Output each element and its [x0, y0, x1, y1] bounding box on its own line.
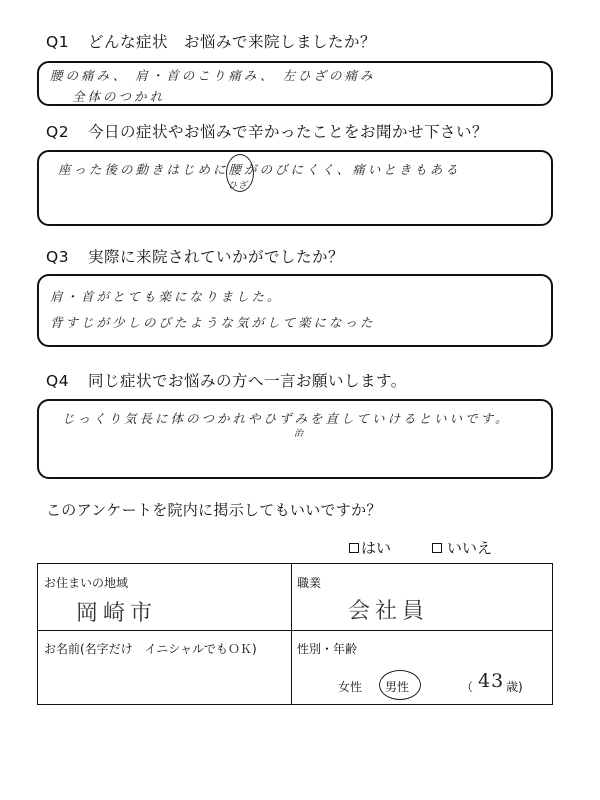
- answer-3-line-1: 肩・首がとても楽になりました。: [50, 289, 283, 304]
- answer-box-3[interactable]: [37, 274, 553, 347]
- answer-1-line-2: 全体のつかれ: [72, 89, 166, 104]
- job-label: 職業: [297, 576, 322, 590]
- age-value[interactable]: 43: [478, 670, 505, 692]
- male-circle-mark: [379, 670, 421, 700]
- question-number: Q2: [46, 123, 70, 141]
- question-number: Q1: [46, 33, 70, 51]
- consent-no-option[interactable]: [432, 537, 492, 558]
- consent-no-label: いいえ: [447, 539, 493, 557]
- female-option[interactable]: 女性: [338, 680, 363, 694]
- question-4: [46, 369, 407, 391]
- answer-4-line-1: じっくり気長に体のつかれやひずみを直していけるといいです。: [62, 411, 511, 426]
- checkbox-icon[interactable]: [349, 543, 359, 553]
- grid-divider: [38, 630, 552, 631]
- answer-2-note: ひざ: [228, 181, 249, 191]
- checkbox-icon[interactable]: [432, 543, 442, 553]
- question-text: 今日の症状やお悩みで辛かったことをお聞かせ下さい？: [88, 123, 489, 141]
- age-unit: 歳): [506, 680, 523, 694]
- answer-4-note: 治: [294, 429, 305, 439]
- question-2: [46, 120, 488, 142]
- address-value[interactable]: 岡崎市: [76, 601, 158, 626]
- question-number: Q3: [46, 248, 70, 266]
- question-text: 同じ症状でお悩みの方へ一言お願いします。: [88, 372, 407, 390]
- question-number: Q4: [46, 372, 70, 390]
- answer-3-line-2: 背すじが少しのびたような気がして楽になった: [50, 315, 376, 330]
- address-label: お住まいの地域: [44, 576, 129, 590]
- info-grid: [37, 563, 553, 705]
- age-open-paren: （: [461, 680, 474, 694]
- consent-yes-label: はい: [361, 539, 392, 557]
- name-label: お名前(名字だけ イニシャルでもＯＫ): [44, 642, 257, 656]
- consent-question: このアンケートを院内に掲示してもいいですか？: [46, 501, 382, 519]
- question-text: どんな症状 お悩みで来院しましたか？: [88, 33, 377, 51]
- job-value[interactable]: 会社員: [348, 599, 430, 624]
- question-1: [46, 30, 376, 52]
- grid-divider: [291, 564, 292, 704]
- sex-age-label: 性別・年齢: [297, 642, 358, 656]
- question-3: [46, 245, 344, 267]
- answer-1-line-1: 腰の痛み、 肩・首のこり痛み、 左ひざの痛み: [50, 68, 376, 83]
- male-option[interactable]: 男性: [385, 680, 410, 694]
- question-text: 実際に来院されていかがでしたか？: [88, 248, 345, 266]
- consent-yes-option[interactable]: [349, 537, 391, 558]
- answer-2-line-1: 座った後の動きはじめに腰がのびにくく、痛いときもある: [58, 162, 461, 177]
